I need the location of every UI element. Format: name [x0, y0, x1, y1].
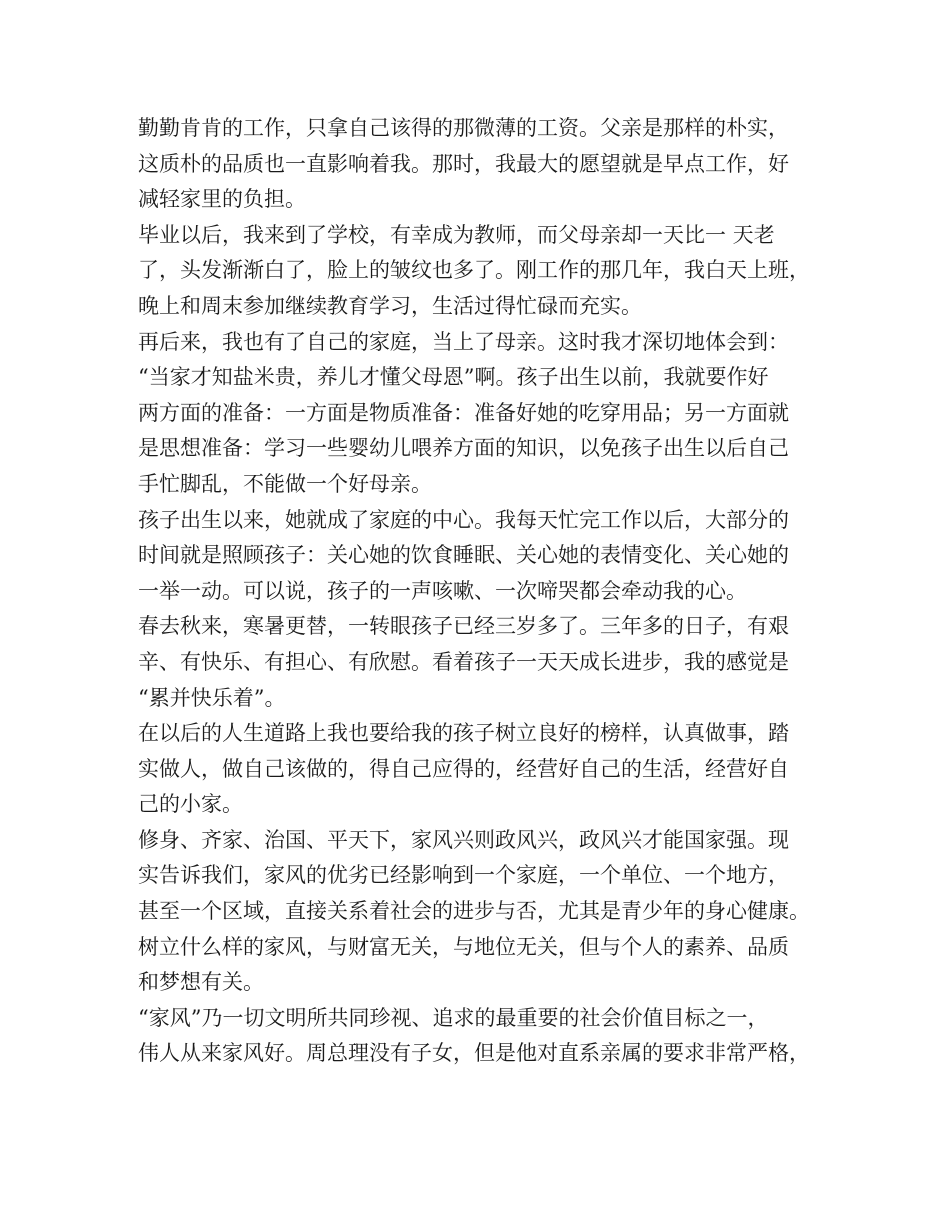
text-line: 孩子出生以来，她就成了家庭的中心。我每天忙完工作以后，大部分的: [138, 507, 789, 532]
text-line: 春去秋来，寒暑更替，一转眼孩子已经三岁多了。三年多的日子，有艰: [138, 614, 789, 639]
text-line: 再后来，我也有了自己的家庭，当上了母亲。这时我才深切地体会到：: [138, 329, 789, 354]
text-line: 树立什么样的家风，与财富无关，与地位无关，但与个人的素养、品质: [138, 934, 789, 959]
document-body: [138, 111, 828, 1072]
text-line: 两方面的准备：一方面是物质准备：准备好她的吃穿用品；另一方面就: [138, 400, 789, 425]
text-line: 这质朴的品质也一直影响着我。那时，我最大的愿望就是早点工作，好: [138, 151, 789, 176]
text-line: 修身、齐家、治国、平天下，家风兴则政风兴，政风兴才能国家强。现: [138, 827, 789, 852]
text-line: 伟人从来家风好。周总理没有子女，但是他对直系亲属的要求非常严格，: [138, 1041, 810, 1066]
text-line: 实做人，做自己该做的，得自己应得的，经营好自己的生活，经营好自: [138, 756, 789, 781]
text-line: 勤勤肯肯的工作，只拿自己该得的那微薄的工资。父亲是那样的朴实，: [138, 116, 789, 140]
text-line: 辛、有快乐、有担心、有欣慰。看着孩子一天天成长进步，我的感觉是: [138, 649, 789, 674]
text-line: 甚至一个区域，直接关系着社会的进步与否，尤其是青少年的身心健康。: [138, 899, 810, 924]
text-line: 是思想准备：学习一些婴幼儿喂养方面的知识，以免孩子出生以后自己: [138, 436, 789, 461]
text-line: 减轻家里的负担。: [138, 187, 306, 212]
text-line: 时间就是照顾孩子：关心她的饮食睡眠、关心她的表情变化、关心她的: [138, 543, 789, 568]
text-line: 在以后的人生道路上我也要给我的孩子树立良好的榜样，认真做事，踏: [138, 721, 789, 746]
text-line: 和梦想有关。: [138, 970, 264, 995]
text-line: “累并快乐着”。: [138, 685, 286, 710]
text-line: 毕业以后，我来到了学校，有幸成为教师，而父母亲却一天比一 天老: [138, 222, 775, 247]
text-line: “家风”乃一切文明所共同珍视、追求的最重要的社会价值目标之一，: [138, 1005, 769, 1030]
text-line: “当家才知盐米贵，养儿才懂父母恩”啊。孩子出生以前，我就要作好: [138, 365, 769, 390]
text-line: 己的小家。: [138, 792, 243, 817]
text-line: 手忙脚乱，不能做一个好母亲。: [138, 471, 432, 496]
text-line: 实告诉我们，家风的优劣已经影响到一个家庭，一个单位、一个地方，: [138, 863, 789, 888]
text-line: 了，头发渐渐白了，脸上的皱纹也多了。刚工作的那几年，我白天上班，: [138, 258, 810, 283]
text-line: 一举一动。可以说，孩子的一声咳嗽、一次啼哭都会牵动我的心。: [138, 578, 747, 603]
text-line: 晚上和周末参加继续教育学习，生活过得忙碌而充实。: [138, 293, 642, 318]
